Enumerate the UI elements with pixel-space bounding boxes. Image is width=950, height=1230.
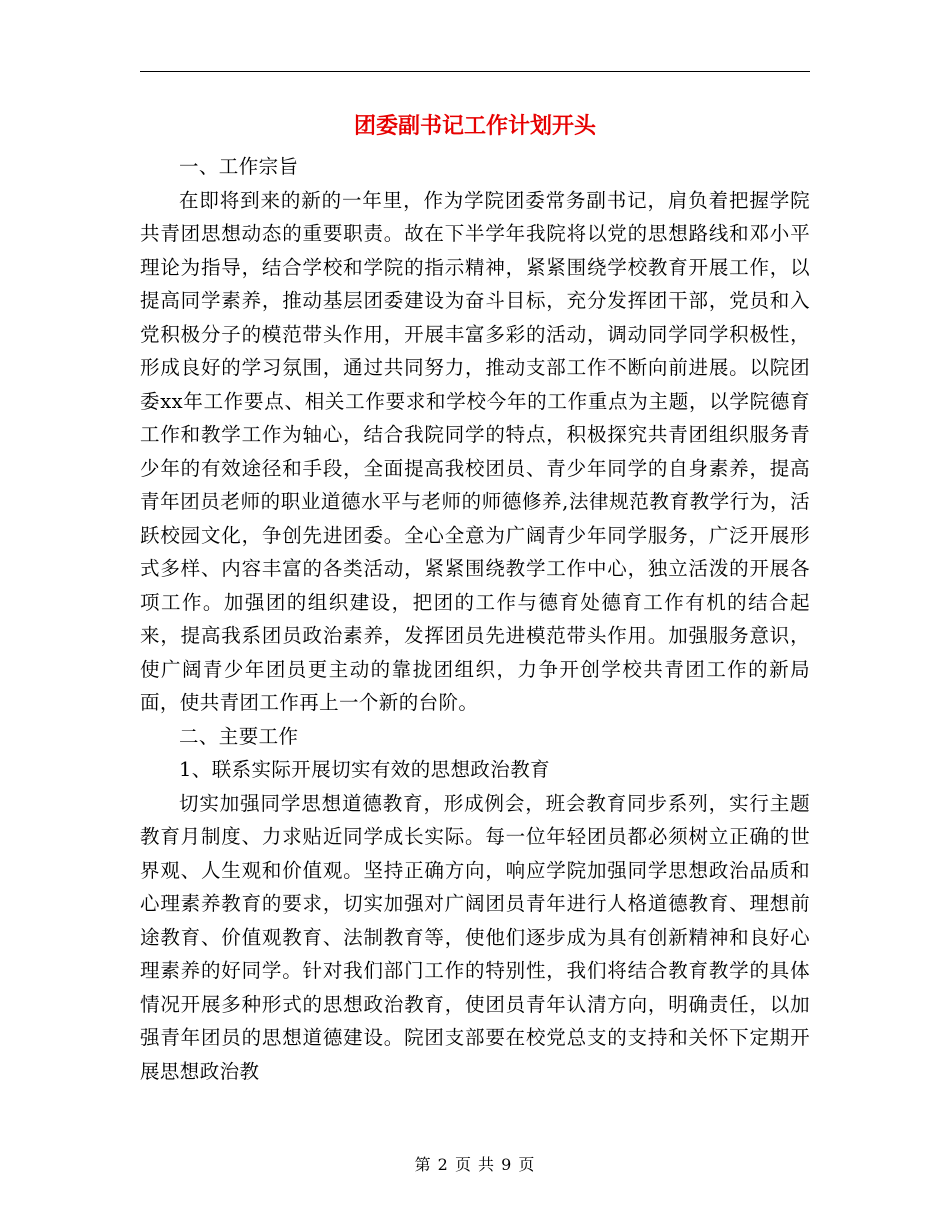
page-number-footer: 第 2 页 共 9 页 bbox=[414, 1155, 536, 1174]
document-body bbox=[140, 150, 810, 1088]
paragraph-education: 切实加强同学思想道德教育，形成例会，班会教育同步系列，实行主题教育月制度、力求贴近同学成长实际。每一位年轻团员都必须树立正确的世界观、人生观和价值观。坚持正确方向，响应学院加强同学思想政治品质和心理素养教育的要求，切实加强对广阔团员青年进行人格道德教育、理想前途教育、价值观教育、法制教育等，使他们逐步成为具有创新精神和良好心理素养的好同学。针对我们部门工作的特别性，我们将结合教育教学的具体情况开展多种形式的思想政治教育，使团员青年认清方向，明确责任，以加强青年团员的思想道德建设。院团支部要在校党总支的支持和关怀下定期开展思想政治教 bbox=[140, 791, 810, 1083]
header-rule bbox=[140, 71, 810, 72]
paragraph-purpose: 在即将到来的新的一年里，作为学院团委常务副书记，肩负着把握学院共青团思想动态的重要职责。故在下半学年我院将以党的思想路线和邓小平理论为指导，结合学校和学院的指示精神，紧紧围绕学校教育开展工作，以提高同学素养，推动基层团委建设为奋斗目标，充分发挥团干部，党员和入党积极分子的模范带头作用，开展丰富多彩的活动，调动同学同学积极性，形成良好的学习氛围，通过共同努力，推动支部工作不断向前进展。以院团委xx年工作要点、相关工作要求和学校今年的工作重点为主题，以学院德育工作和教学工作为轴心，结合我院同学的特点，积极探究共青团组织服务青少年的有效途径和手段，全面提高我校团员、青少年同学的自身素养，提高青年团员老师的职业道德水平与老师的师德修养,法律规范教育教学行为，活跃校园文化，争创先进团委。全心全意为广阔青少年同学服务，广泛开展形式多样、内容丰富的各类活动，紧紧围绕教学工作中心，独立活泼的开展各项工作。加强团的组织建设，把团的工作与德育处德育工作有机的结合起来，提高我系团员政治素养，发挥团员先进模范带头作用。加强服务意识，使广阔青少年团员更主动的靠拢团组织，力争开创学校共青团工作的新局面，使共青团工作再上一个新的台阶。 bbox=[140, 188, 810, 714]
section-heading-main-work: 二、主要工作 bbox=[179, 724, 299, 748]
section-heading-purpose: 一、工作宗旨 bbox=[179, 155, 299, 178]
document-title: 团委副书记工作计划开头 bbox=[353, 113, 596, 139]
subsection-heading-education: 1、联系实际开展切实有效的思想政治教育 bbox=[179, 758, 551, 781]
